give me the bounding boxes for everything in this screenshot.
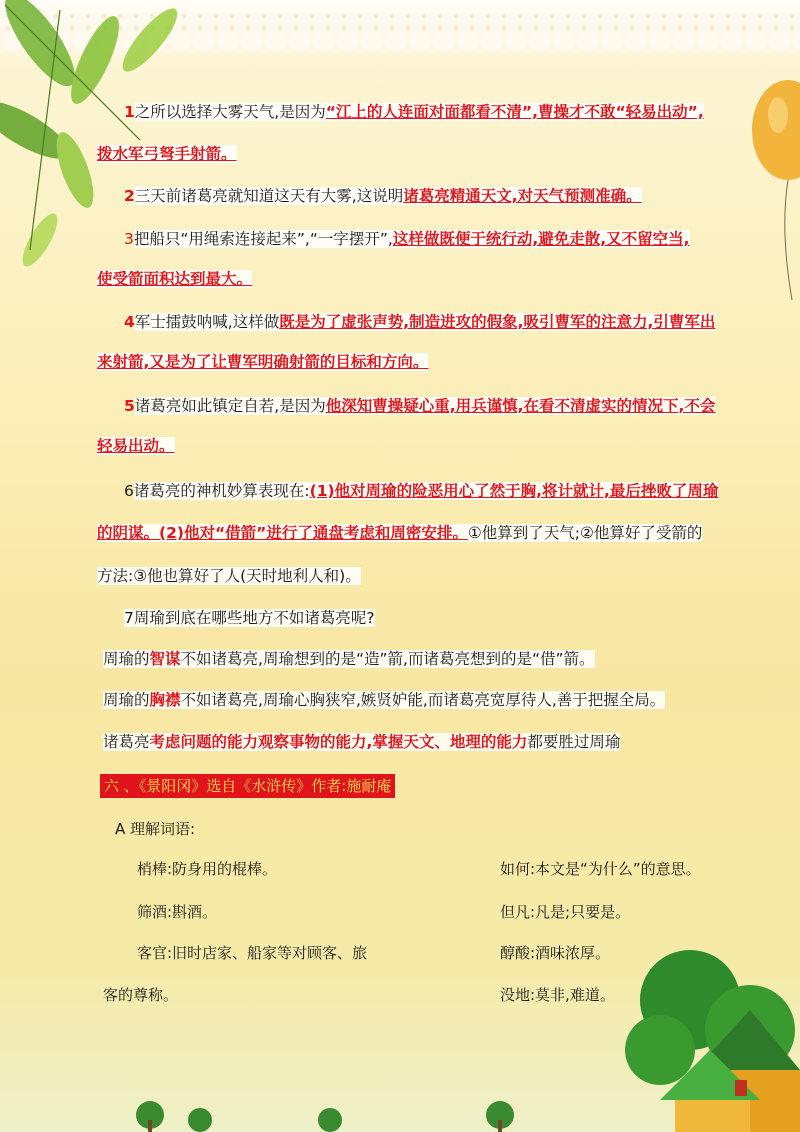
item-7-answer-3 (103, 731, 620, 753)
answer-text: “江上的人连面对面都看不清”,曹操才不敢“轻易出动”, (325, 103, 704, 121)
keyword-text: 考虑问题的能力观察事物的能力,掌握天文、地理的能力 (149, 733, 528, 751)
vocab-left-3: 客官:旧时店家、船家等对顾客、旅 (137, 944, 368, 962)
item-text: 军士擂鼓呐喊,这样做 (134, 313, 280, 331)
item-text: 诸葛亮的神机妙算表现在: (133, 482, 310, 500)
item-3-line-1 (124, 228, 690, 250)
keyword-text: 智谋 (149, 650, 181, 668)
answer-text: 使受箭面积达到最大。 (97, 270, 253, 288)
vocab-right-3: 醇酸:酒味浓厚。 (500, 944, 611, 962)
vocab-right-4: 没地:莫非,难道。 (500, 986, 615, 1004)
answer-text: 既是为了虚张声势,制造进攻的假象,吸引曹军的注意力,引曹军出 (279, 313, 716, 331)
item-7-question (124, 607, 375, 629)
answer-text: 他深知曹操疑心重,用兵谨慎,在看不清虚实的情况下,不会 (325, 397, 716, 415)
item-text: 周瑜的 (103, 650, 150, 668)
answer-text: 这样做既便于统行动,避免走散,又不留空当, (392, 230, 690, 248)
item-4-line-2 (97, 351, 428, 373)
item-3-line-2 (97, 268, 252, 290)
answer-text: (1)他对周瑜的险恶用心了然于胸,将计就计,最后挫败了周瑜 (309, 482, 719, 500)
item-text: 把船只“用绳索连接起来”,“一字摆开”, (133, 230, 393, 248)
item-text: 诸葛亮 (103, 733, 150, 751)
answer-text: 拨水军弓弩手射箭。 (97, 145, 237, 163)
item-text: 方法:③他也算好了人(天时地利人和)。 (97, 567, 361, 585)
item-5-line-2 (97, 435, 175, 457)
item-text: 诸葛亮如此镇定自若,是因为 (134, 397, 326, 415)
item-text: 三天前诸葛亮就知道这天有大雾,这说明 (134, 187, 404, 205)
item-1-line-2 (97, 143, 237, 165)
item-number: 6 (124, 482, 134, 500)
item-number: 3 (124, 230, 134, 248)
item-6-line-2 (97, 522, 702, 544)
item-7-answer-1 (103, 648, 595, 670)
item-6-line-1 (124, 480, 718, 502)
item-text: 不如诸葛亮,周瑜心胸狭窄,嫉贤妒能,而诸葛亮宽厚待人,善于把握全局。 (180, 691, 666, 709)
item-text: 不如诸葛亮,周瑜想到的是“造”箭,而诸葛亮想到的是“借”箭。 (180, 650, 595, 668)
item-5-line-1 (124, 395, 715, 417)
item-number: 5 (124, 397, 135, 415)
vocab-left-1: 梢棒:防身用的棍棒。 (137, 860, 278, 878)
item-7-answer-2 (103, 689, 665, 711)
section-title: 六 、《景阳冈》选自《水浒传》作者:施耐庵 (100, 774, 395, 798)
answer-text: 来射箭,又是为了让曹军明确射箭的目标和方向。 (97, 353, 429, 371)
vocab-right-1: 如何:本文是“为什么”的意思。 (500, 860, 701, 878)
vocab-left-4: 客的尊称。 (103, 986, 179, 1004)
keyword-text: 胸襟 (149, 691, 181, 709)
item-text: 之所以选择大雾天气,是因为 (134, 103, 326, 121)
item-number: 2 (124, 187, 135, 205)
answer-text: 轻易出动。 (97, 437, 175, 455)
answer-text: 的阴谋。(2)他对“借箭”进行了通盘考虑和周密安排。 (97, 524, 468, 542)
item-text: 周瑜的 (103, 691, 150, 709)
item-1-line-1 (124, 101, 704, 123)
item-2-line (124, 185, 642, 207)
item-text: ①他算到了天气;②他算好了受箭的 (467, 524, 703, 542)
item-text: 都要胜过周瑜 (527, 733, 621, 751)
item-4-line-1 (124, 311, 715, 333)
vocab-heading: A 理解词语: (115, 820, 196, 838)
item-number: 1 (124, 103, 135, 121)
answer-text: 诸葛亮精通天文,对天气预测准确。 (403, 187, 642, 205)
vocab-left-2: 筛酒:斟酒。 (137, 903, 218, 921)
item-text: 7周瑜到底在哪些地方不如诸葛亮呢? (124, 609, 375, 627)
item-number: 4 (124, 313, 135, 331)
vocab-right-2: 但凡:凡是;只要是。 (500, 903, 631, 921)
item-6-line-3 (97, 565, 361, 587)
